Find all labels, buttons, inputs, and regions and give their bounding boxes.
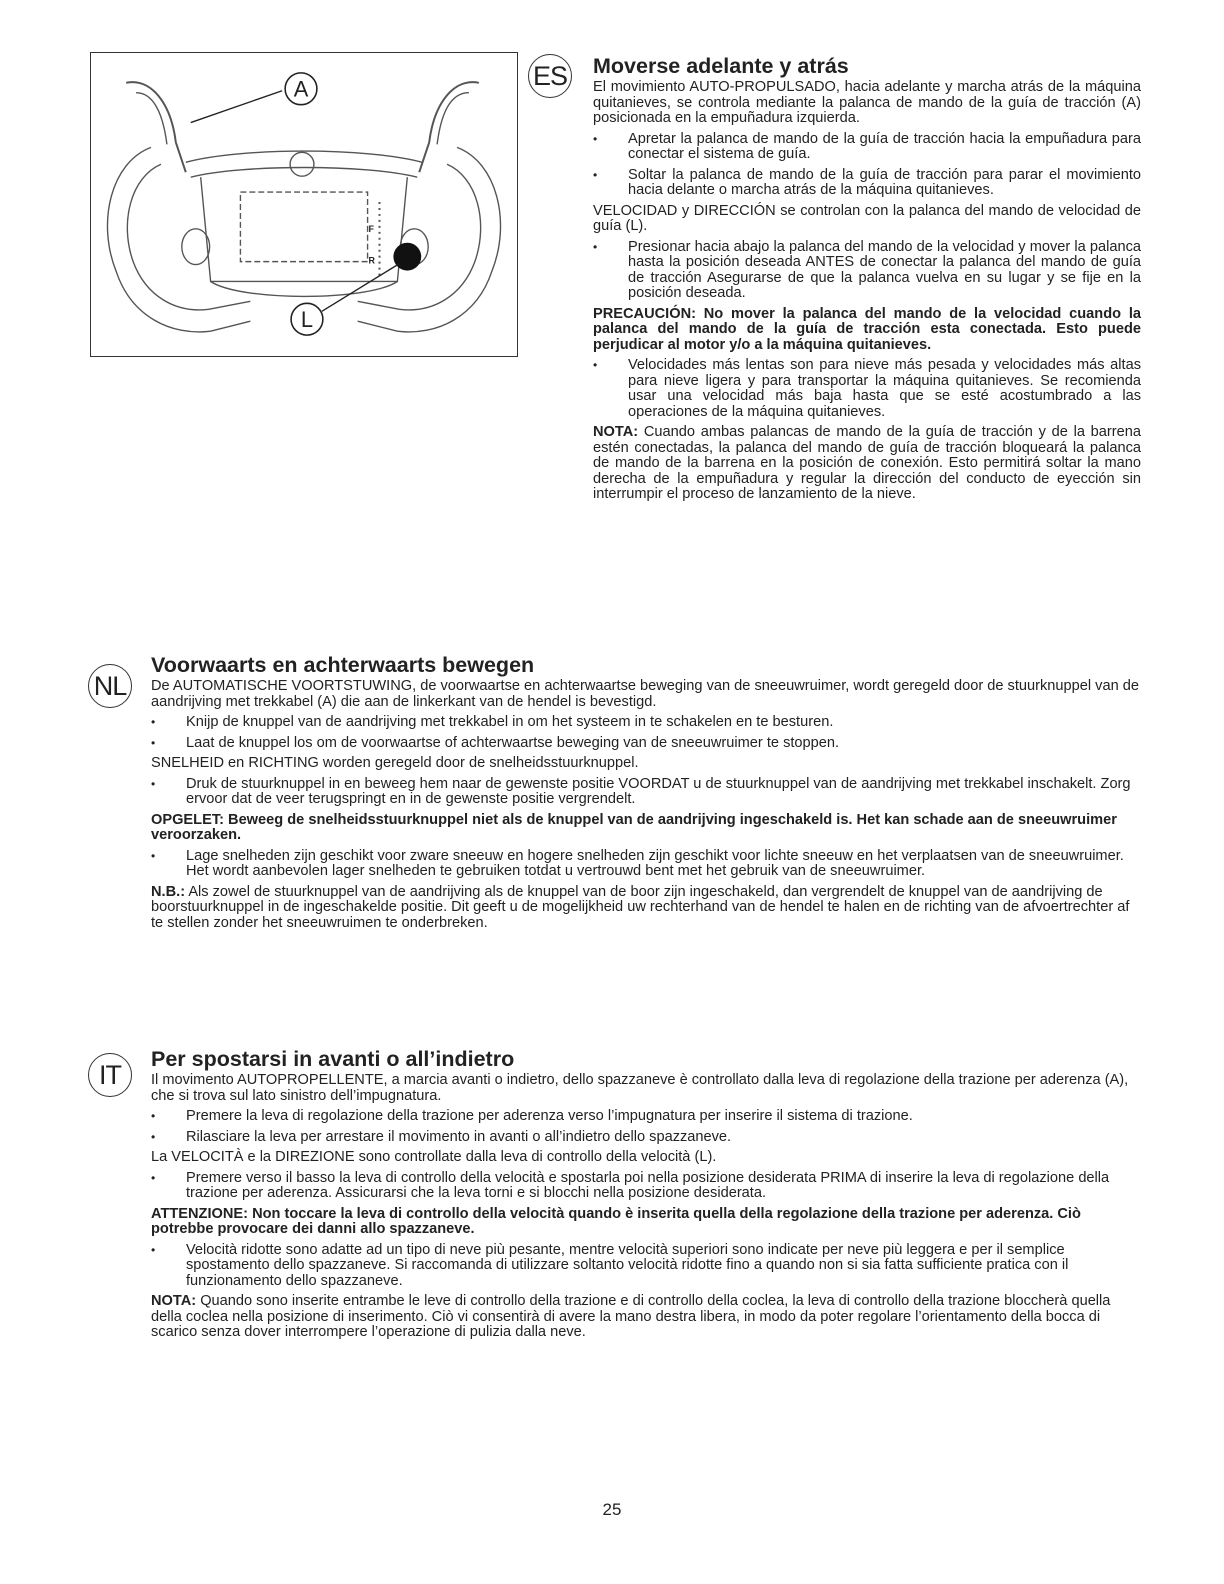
note-label: N.B.: xyxy=(151,883,186,900)
language-badge-es: ES xyxy=(528,54,572,98)
bullet-list xyxy=(151,849,1144,880)
bullet-list xyxy=(151,1171,1144,1202)
speed-paragraph: SNELHEID en RICHTING worden geregeld door de snelheidsstuurknuppel. xyxy=(151,755,639,771)
reverse-marker: R xyxy=(368,255,376,266)
section-title: Moverse adelante y atrás xyxy=(593,54,849,78)
note-paragraph xyxy=(593,425,1141,503)
list-item: • Premere verso il basso la leva di controllo della velocità e spostarla poi nella posizione desiderata PRIMA di inserire la leva di regolazione della trazione per aderenza. Assicurarsi che la leva torni e si blocchi nella posizione desiderata. xyxy=(151,1171,1144,1202)
list-item: • Velocità ridotte sono adatte ad un tipo di neve più pesante, mentre velocità superiori sono indicate per neve più leggera e per il semplice spostamento dello spazzaneve. Si raccomanda di utilizzare soltanto velocità ridotte fino a quando non si sia fatta sufficiente pratica con il funzionamento dello spazzaneve. xyxy=(151,1243,1144,1290)
note-text: Cuando ambas palancas de mando de la guía de tracción y de la barrena estén conectadas, la palanca del mando de guía de tracción bloqueará la palanca de mando de la barrena en la posición de conexión. Esto permitirá soltar la mano derecha de la empuñadura y regular la dirección del conducto de eyección sin interrumpir el proceso de lanzamiento de la nieve. xyxy=(593,424,1141,502)
note-paragraph xyxy=(151,885,1144,932)
intro-paragraph: Il movimento AUTOPROPELLENTE, a marcia avanti o indietro, dello spazzaneve è controllato dalla leva di regolazione della trazione per aderenza (A), che si trova sul lato sinistro dell’impugnatura. xyxy=(151,1072,1129,1104)
speed-lever-knob xyxy=(393,243,421,271)
section-nl xyxy=(151,653,1144,936)
note-text: Quando sono inserite entrambe le leve di controllo della trazione e di controllo della coclea, la leva di controllo della trazione bloccherà quella della coclea nella posizione di inserimento. Ciò vi consentirà di avere la mano destra libera, in modo da poter regolare l’orientamento della bocca di scarico senza dover interrompere l’operazione di pulizia dalla neve. xyxy=(151,1293,1111,1340)
section-title: Per spostarsi in avanti o all’indietro xyxy=(151,1047,515,1071)
bullet-list xyxy=(593,240,1141,302)
handle-illustration xyxy=(90,52,518,357)
list-item: • Presionar hacia abajo la palanca del mando de la velocidad y mover la palanca hasta la posición deseada ANTES de conectar la palanca del mando de guía de tracción Asegurarse de que la palanca vuelva en su lugar y se fije en la posición deseada. xyxy=(593,240,1141,302)
intro-paragraph: El movimiento AUTO-PROPULSADO, hacia adelante y marcha atrás de la máquina quitanieves, se controla mediante la palanca de mando de la guía de tracción (A) posicionada en la empuñadura izquierda. xyxy=(593,79,1141,126)
note-label: NOTA: xyxy=(593,424,639,440)
bullet-list xyxy=(593,358,1141,420)
forward-marker: F xyxy=(368,223,375,234)
note-text: Als zowel de stuurknuppel van de aandrijving als de knuppel van de boor zijn ingeschakeld, dan vergrendelt de knuppel van de aandrijving de boorstuurknuppel in de ingeschakelde positie. Dit geeft u de mogelijkheid uw rechterhand van de hendel te halen en de richting van de afvoertrechter af te stellen zonder het sneeuwruimen te onderbreken. xyxy=(151,883,1130,931)
list-item: • Premere la leva di regolazione della trazione per aderenza verso l’impugnatura per inserire il sistema di trazione. xyxy=(151,1109,1144,1125)
list-item: • Druk de stuurknuppel in en beweeg hem naar de gewenste positie VOORDAT u de stuurknuppel van de aandrijving met trekkabel inschakelt. Zorg ervoor dat de veer terugspringt en in de gewenste positie vergrendelt. xyxy=(151,777,1144,808)
note-label: NOTA: xyxy=(151,1293,197,1309)
bullet-list xyxy=(151,1243,1144,1290)
section-it xyxy=(151,1047,1144,1346)
list-item: • Soltar la palanca de mando de la guía de tracción para parar el movimiento hacia delante o marcha atrás de la máquina quitanieves. xyxy=(593,168,1141,199)
speed-paragraph: VELOCIDAD y DIRECCIÓN se controlan con la palanca del mando de velocidad de guía (L). xyxy=(593,202,1141,234)
speed-paragraph: La VELOCITÀ e la DIREZIONE sono controllate dalla leva di controllo della velocità (L). xyxy=(151,1149,717,1165)
bullet-list xyxy=(593,132,1141,199)
callout-a-label: A xyxy=(293,76,309,102)
warning-paragraph: PRECAUCIÓN: No mover la palanca del mando de la velocidad cuando la palanca del mando de la guía de tracción esta conectada. Esto puede perjudicar al motor y/o a la máquina quitanieves. xyxy=(593,305,1141,353)
bullet-list xyxy=(151,777,1144,808)
language-badge-nl: NL xyxy=(88,664,132,708)
warning-paragraph: ATTENZIONE: Non toccare la leva di controllo della velocità quando è inserita quella della regolazione della trazione per aderenza. Ciò potrebbe provocare dei danni allo spazzaneve. xyxy=(151,1205,1081,1237)
list-item: • Apretar la palanca de mando de la guía de tracción hacia la empuñadura para conectar el sistema de guía. xyxy=(593,132,1141,163)
list-item: • Lage snelheden zijn geschikt voor zware sneeuw en hogere snelheden zijn geschikt voor lichte sneeuw en het verplaatsen van de sneeuwruimer. Het wordt aanbevolen lager snelheden te gebruiken totdat u vertrouwd bent met het gebruik van de sneeuwruimer. xyxy=(151,849,1144,880)
page-number: 25 xyxy=(602,1500,622,1519)
bullet-list xyxy=(151,715,1144,751)
list-item: • Knijp de knuppel van de aandrijving met trekkabel in om het systeem in te schakelen en te besturen. xyxy=(151,715,1144,731)
list-item: • Velocidades más lentas son para nieve más pesada y velocidades más altas para nieve ligera y para transportar la máquina quitanieves. Se recomienda usar una velocidad más baja hasta que se esté acostumbrado a las operaciones de la máquina quitanieves. xyxy=(593,358,1141,420)
section-title: Voorwaarts en achterwaarts bewegen xyxy=(151,653,535,677)
note-paragraph xyxy=(151,1294,1144,1341)
section-es xyxy=(593,54,1141,508)
language-badge-it: IT xyxy=(88,1053,132,1097)
list-item: • Rilasciare la leva per arrestare il movimento in avanti o all’indietro dello spazzaneve. xyxy=(151,1130,1144,1146)
bullet-list xyxy=(151,1109,1144,1145)
callout-l-label: L xyxy=(300,307,314,333)
warning-paragraph: OPGELET: Beweeg de snelheidsstuurknuppel niet als de knuppel van de aandrijving ingeschakeld is. Het kan schade aan de sneeuwruimer veroorzaken. xyxy=(151,811,1117,843)
intro-paragraph: De AUTOMATISCHE VOORTSTUWING, de voorwaartse en achterwaartse beweging van de sneeuwruimer, wordt geregeld door de stuurknuppel van de aandrijving met trekkabel (A) die aan de linkerkant van de hendel is bevestigd. xyxy=(151,678,1139,710)
snowblower-handle-drawing xyxy=(91,53,517,356)
list-item: • Laat de knuppel los om de voorwaartse of achterwaartse beweging van de sneeuwruimer te stoppen. xyxy=(151,736,1144,752)
